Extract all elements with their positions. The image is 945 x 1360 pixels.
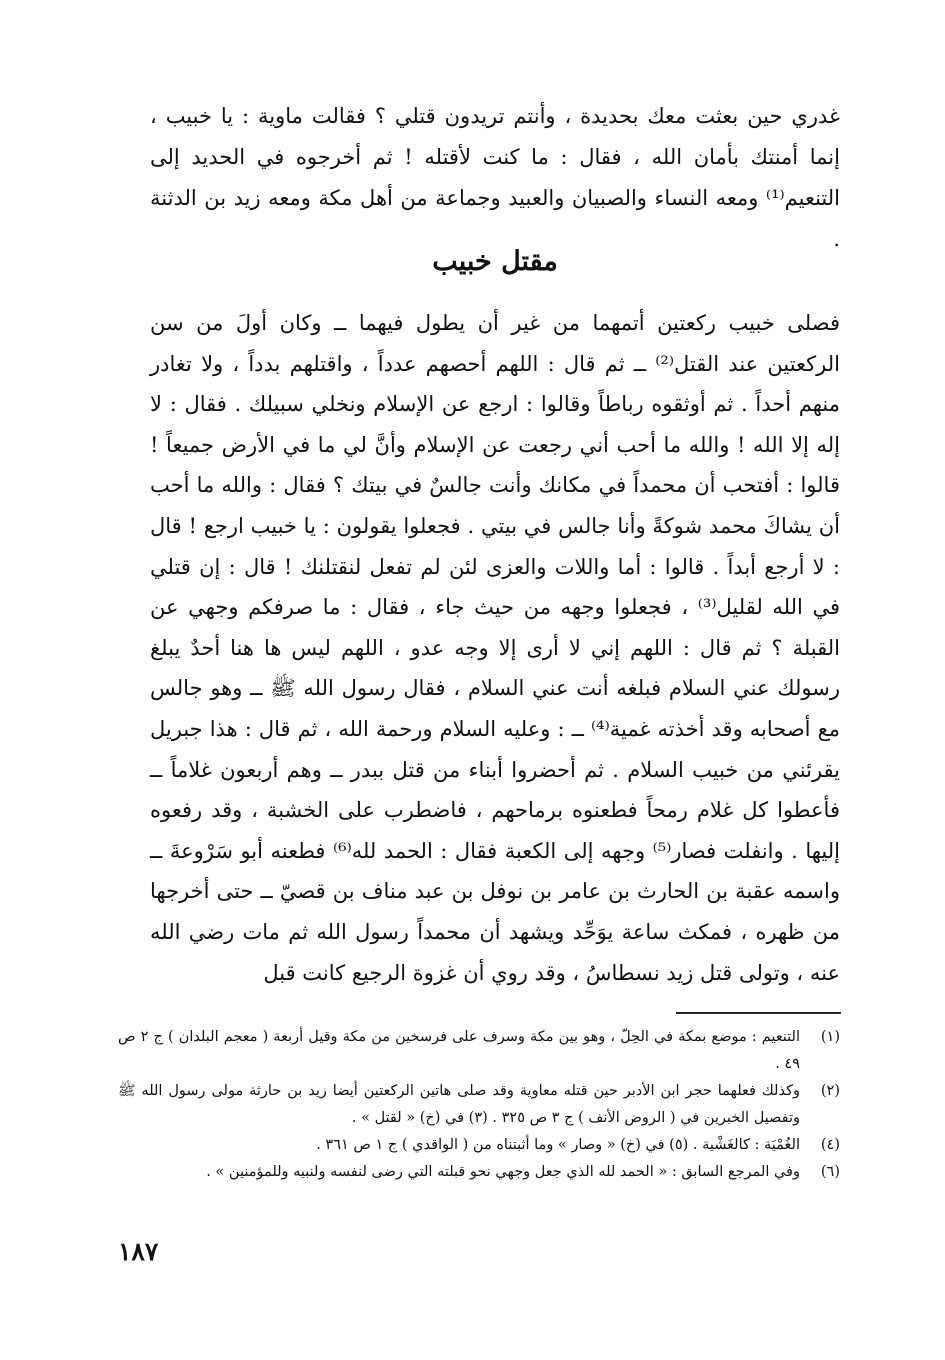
footnote-number: (١) [820, 1029, 840, 1045]
footnote-number: (٦) [820, 1164, 840, 1180]
footnote-text: الغُمْيَة : كالغَشْية . (٥) في (خ) « وصار » وما أثبتناه من ( الواقدي ) ج ١ ص ٣٦١ . [316, 1137, 800, 1153]
footnote-text: التنعيم : موضع بمكة في الحِلّ ، وهو بين مكة وسرف على فرسخين من مكة وقيل أربعة ( معجم البلدان ) ج ٢ ص ٤٩ . [118, 1029, 800, 1072]
footnote-number: (٤) [820, 1137, 840, 1153]
footnote-separator [676, 1012, 841, 1014]
footnote-4 [118, 1132, 840, 1159]
section-title: مقتل خبيب [432, 246, 558, 277]
footnote-6 [118, 1159, 840, 1186]
footnote-1 [118, 1024, 840, 1078]
body-paragraph: فصلى خبيب ركعتين أتمهما من غير أن يطول فيهما ــ وكان أولَ من سن الركعتين عند القتل⁽²⁾ ــ ثم قال : اللهم أحصهم عدداً ، واقتلهم بدداً ، ولا تغادر منهم أحداً . ثم أوثقوه رباطاً وقالوا : ارجع عن الإسلام ونخلي سبيلك . فقال : لا إله إلا الله ! والله ما أحب أني رجعت عن الإسلام وأنَّ لي ما في الأرض جميعاً ! قالوا : أفتحب أن محمداً في مكانك وأنت جالسٌ في بيتك ؟ فقال : والله ما أحب أن يشاكَ محمد شوكةً وأنا جالس في بيتي . فجعلوا يقولون : يا خبيب ارجع ! قال : لا أرجع أبداً . قالوا : أما واللات والعزى لئن لم تفعل لنقتلنك ! قال : إن قتلي في الله لقليل⁽³⁾ ، فجعلوا وجهه من حيث جاء ، فقال : ما صرفكم وجهي عن القبلة ؟ ثم قال : اللهم إني لا أرى إلا وجه عدو ، اللهم ليس ها هنا أحدٌ يبلغ رسولك عني السلام فبلغه أنت عني السلام ، فقال رسول الله ﷺ ــ وهو جالس مع أصحابه وقد أخذته غمية⁽⁴⁾ ــ : وعليه السلام ورحمة الله ، ثم قال : هذا جبريل يقرئني من خبيب السلام . ثم أحضروا أبناء من قتل ببدر ــ وهم أربعون غلاماً ــ فأعطوا كل غلام رمحاً فطعنوه برماحهم ، فاضطرب على الخشبة ، وقد رفعوه إليها . وانفلت فصار⁽⁵⁾ وجهه إلى الكعبة فقال : الحمد لله⁽⁶⁾ فطعنه أبو سَرْوعةَ ــ واسمه عقبة بن الحارث بن عامر بن نوفل بن عبد مناف بن قصيّ ــ حتى أخرجها من ظهره ، فمكث ساعة يوَحِّد ويشهد أن محمداً رسول الله ثم مات رضي الله عنه ، وتولى قتل زيد نسطاسُ ، وقد روي أن غزوة الرجيع كانت قبل [150, 311, 841, 985]
footnote-2 [118, 1078, 840, 1132]
footnote-number: (٢) [820, 1083, 840, 1099]
footnotes [118, 1024, 840, 1186]
page-number: ١٨٧ [118, 1237, 159, 1266]
footnote-text: وفي المرجع السابق : « الحمد لله الذي جعل وجهي نحو قبلته التي رضى لنفسه ولنبيه وللمؤمنين » . [206, 1164, 800, 1180]
footnote-text: وكذلك فعلهما حجر ابن الأدبر حين قتله معاوية وقد صلى هاتين الركعتين أيضا زيد بن حارثة مولى رسول الله ﷺ وتفصيل الخبرين في ( الروض الأنف ) ج ٣ ص ٣٢٥ . (٣) في (خ) « لقتل » . [118, 1083, 800, 1126]
intro-paragraph: غدري حين بعثت معك بحديدة ، وأنتم تريدون قتلي ؟ فقالت ماوية : يا خبيب ، إنما أمنتك بأمان الله ، فقال : ما كنت لأقتله ! ثم أخرجوه في الحديد إلى التنعيم⁽¹⁾ ومعه النساء والصبيان والعبيد وجماعة من أهل مكة ومعه زيد بن الدثنة . [150, 104, 840, 251]
